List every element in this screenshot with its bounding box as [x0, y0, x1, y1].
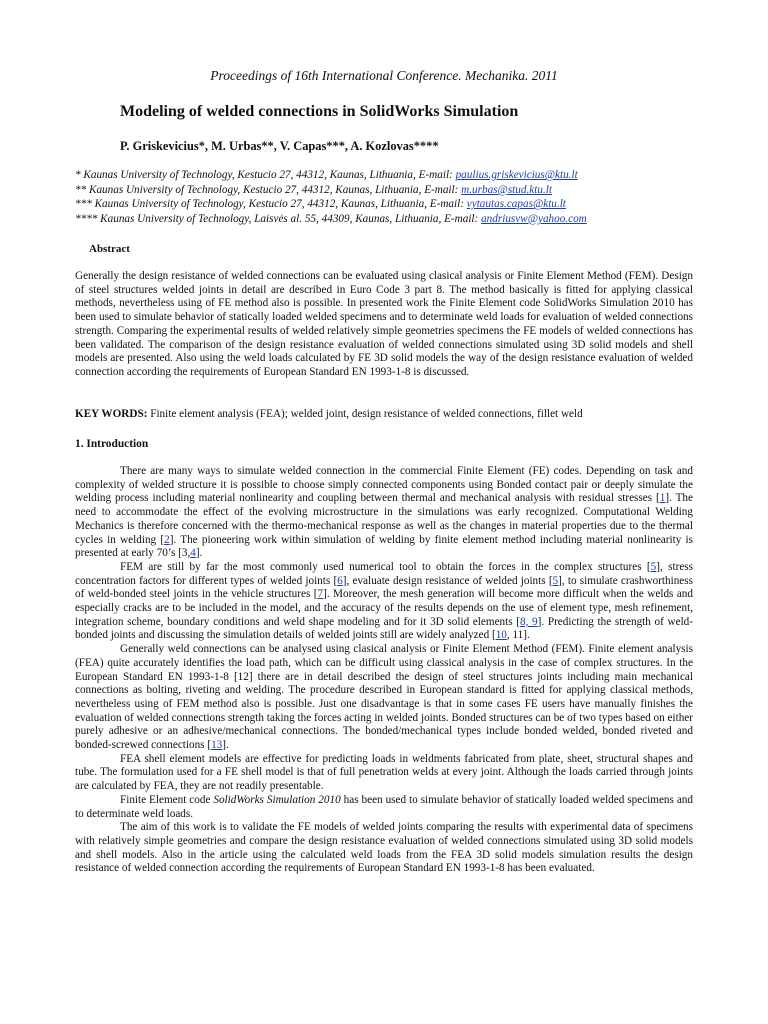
- citation-link[interactable]: 5: [650, 560, 657, 573]
- affiliations: [75, 168, 715, 226]
- paper-title: Modeling of welded connections in SolidWorks Simulation: [120, 103, 519, 120]
- citation-link[interactable]: 13: [211, 739, 223, 752]
- citation-link[interactable]: 6: [337, 574, 343, 587]
- keywords-label: KEY WORDS:: [75, 408, 148, 420]
- affiliation-text: * Kaunas University of Technology, Kestucio 27, 44312, Kaunas, Lithuania, E-mail:: [75, 169, 456, 181]
- intro-paragraph-3: Generally weld connections can be analysed using clasical analysis or Finite Element Method (FEM). Finite element analysis (FEA) quite accurately identifies the load path, which can be difficult using classical analysis in the case of complex structures. In the European Standard EN 1993-1-8 [12] there are in detail described the design of steel structures joints including main mechanical connections as bolting, riveting and welding. The procedure described in European standard is fitted for applying classical methods, nevertheless using of FEM method also is possible. Just one disadvantage is that in some cases FE users have manually finishes the evaluation of welded connections strength taking the forces acting in welded joints. Bonded structures can be of two types based on either purely adhesive or an adhesive/mechanical connections. The bonded/mechanical types include bonded welded, bonded riveted and bonded-screwed connections [13].: [75, 643, 693, 752]
- intro-paragraph-2: FEM are still by far the most commonly used numerical tool to obtain the forces in the complex structures [5], stress concentration factors for different types of welded joints [6], evaluate design resistance of welded joints [5], to simulate crashworthiness of weld-bonded steel joints in the vehicle structures [7]. Moreover, the mesh generation will become more difficult when the welds and especially cracks are to be included in the model, and the accuracy of the results depends on the use of element type, mesh refinement, integration scheme, boundary conditions and weld shape modeling and for it 3D solid elements [8, 9]. Predicting the strength of weld-bonded joints and discussing the simulation details of welded joints still are widely analyzed [10, 11].: [75, 560, 694, 642]
- affiliation-text: *** Kaunas University of Technology, Kestucio 27, 44312, Kaunas, Lithuania, E-mail:: [75, 198, 467, 211]
- affiliation-4: [75, 212, 715, 227]
- introduction-body: [75, 465, 693, 876]
- email-link[interactable]: paulius.griskevicius@ktu.lt: [455, 169, 578, 181]
- intro-paragraph-5: Finite Element code SolidWorks Simulation 2010 has been used to simulate behavior of statically loaded welded specimens and to determinate weld loads.: [75, 793, 693, 820]
- proceedings-header: Proceedings of 16th International Conference. Mechanika. 2011: [210, 68, 558, 83]
- email-link[interactable]: vytautas.capas@ktu.lt: [466, 198, 566, 211]
- affiliation-text: **** Kaunas University of Technology, Laisvės al. 55, 44309, Kaunas, Lithuania, E-mail:: [75, 212, 482, 225]
- citation-link[interactable]: 7: [317, 588, 324, 601]
- citation-link[interactable]: 2: [164, 533, 170, 546]
- abstract-text: Generally the design resistance of welded connections can be evaluated using clasical analysis or Finite Element Method (FEM). Design of steel structures welded joints in detail are described in Euro Code 3 part 8. The method basically is fitted for applying classical methods, nevertheless using of FE method also is possible. In presented work the Finite Element code SolidWorks Simulation 2010 has been used to simulate behavior of statically loaded welded specimens and to determinate weld loads for evaluation of welded connections strength. Comparing the experimental results of welded relatively simple geometries specimens the FE models of welded connections has been validated. The comparison of the design resistance evaluation of welded connections simulated using 3D solid models and shell models are presented. Also using the weld loads calculated by FE 3D solid models the way of the design resistance evaluation of welded connection according the requirements of European Standard EN 1993-1-8 is discussed.: [75, 270, 693, 378]
- intro-paragraph-6: The aim of this work is to validate the FE models of welded joints comparing the results with experimental data of specimens with relatively simple geometries and compare the design resistance evaluation of welded connections simulated using 3D solid models and shell models. Also in the article using the calculated weld loads from the FEA 3D solid models simulation results the design resistance of welded connection according the requirements of European Standard EN 1993-1-8 has been evaluated.: [75, 821, 693, 875]
- email-link[interactable]: andriusvw@yahoo.com: [481, 212, 587, 225]
- abstract-heading: Abstract: [89, 243, 130, 255]
- citation-link[interactable]: 8, 9: [520, 615, 538, 628]
- citation-link[interactable]: 4: [190, 547, 196, 560]
- section-heading-introduction: 1. Introduction: [75, 438, 149, 450]
- citation-link[interactable]: 5: [552, 574, 559, 587]
- affiliation-text: ** Kaunas University of Technology, Kestucio 27, 44312, Kaunas, Lithuania, E-mail:: [75, 183, 462, 196]
- affiliation-1: [75, 168, 715, 183]
- author-list: P. Griskevicius*, M. Urbas**, V. Capas***, A. Kozlovas****: [120, 139, 439, 153]
- citation-link[interactable]: 10: [495, 629, 507, 642]
- intro-paragraph-4: FEA shell element models are effective for predicting loads in weldments fabricated from plate, sheet, structural shapes and tube. The formulation used for a FE shell model is that of full penetration welds at every joint. Although the loads carried through joints are calculated by FEA, they are not readily presentable.: [75, 752, 693, 793]
- keywords-text: Finite element analysis (FEA); welded joint, design resistance of welded connections, fillet weld: [147, 408, 583, 420]
- citation-link[interactable]: 1: [659, 492, 666, 505]
- email-link[interactable]: m.urbas@stud.ktu.lt: [461, 183, 552, 196]
- intro-paragraph-1: There are many ways to simulate welded connection in the commercial Finite Element (FE) codes. Depending on task and complexity of welded structure it is possible to choose simply connected components using Bonded contact pair or deeply simulate the welding process including material nonlinearity and coupling between thermal and mechanical analysis with residual stresses [1]. The need to accommodate the effect of the evolving microstructure in the simulations was early recognized. Computational Welding Mechanics is therefore concerned with the thermo-mechanical response as well as the changes in material properties due to the thermal cycles in welding [2]. The pioneering work within simulation of welding by finite element method including material nonlinearity is presented at early 70’s [3,4].: [75, 465, 693, 560]
- affiliation-3: [75, 197, 715, 212]
- affiliation-2: [75, 183, 715, 198]
- keywords: [75, 408, 693, 422]
